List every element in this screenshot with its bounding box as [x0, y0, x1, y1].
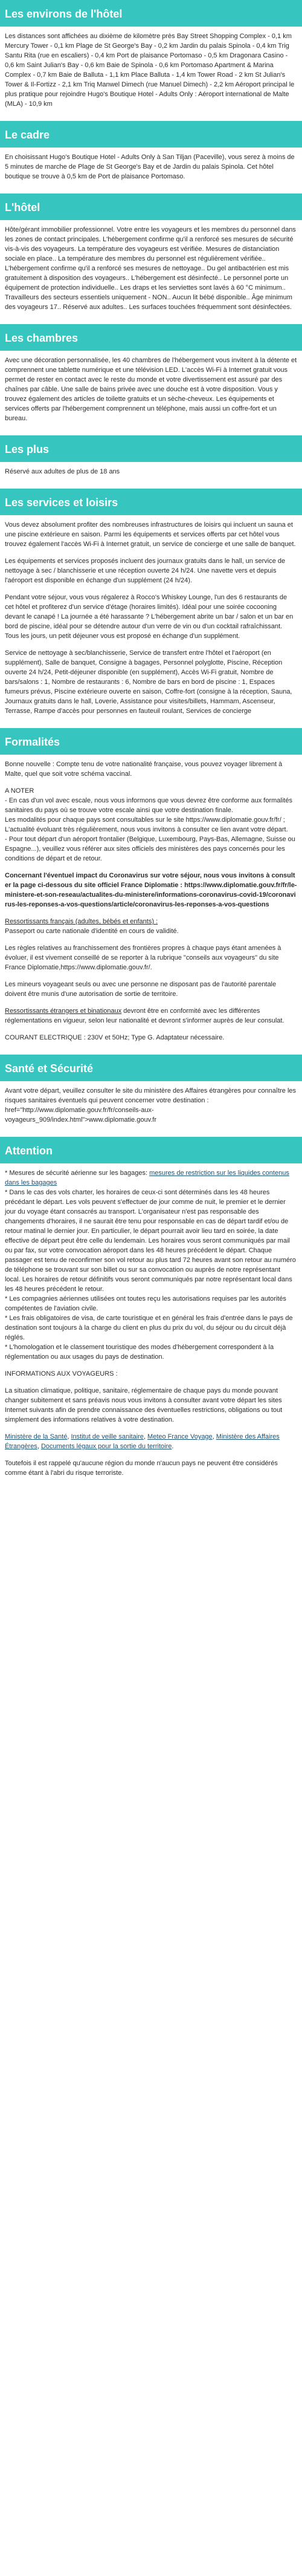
section-sante	[0, 1055, 302, 1137]
attention-line-4: * Les frais obligatoires de visa, de carte touristique et en général les frais d'entrée dans le pays de destination sont toujours à la charge du client en plus du prix du vol, du séjour ou du circuit déjà réglés.	[5, 1315, 293, 1341]
attention-final-note: Toutefois il est rappelé qu'aucune région du monde n'aucun pays ne peuvent être considérés comme étant à l'abri du risque terroriste.	[5, 1460, 278, 1477]
section-hotel	[0, 194, 302, 324]
section-services	[0, 489, 302, 728]
link-affaires-etrangeres[interactable]: Ministère des Affaires Étrangères	[5, 1433, 280, 1450]
attention-line-5: * L'homologation et le classement touristique des modes d'hébergement correspondent à la réglementation ou aux usages du pays de destination.	[5, 1344, 274, 1361]
link-documents-legaux[interactable]: Documents légaux pour la sortie du territoire	[40, 1443, 172, 1450]
formalites-ressortissants-label: Ressortissants français (adultes, bébés et enfants) :	[5, 918, 158, 925]
chambres-text: Avec une décoration personnalisée, les 40 chambres de l'hébergement vous invitent à la détente et comprennent une tablette numérique et une télévision LED. L'accès Wi-Fi à Internet gratuit vous permet de rester en contact avec le reste du monde et votre divertissement est assuré par des chaînes par câble. Une salle de bains privée avec une douche est à votre disposition. Vous y trouvez également des articles de toilette gratuits et un sèche-cheveux. Les équipements et services offerts par l'hébergement comprennent un téléphone, mais aussi un coffre-fort et un bureau.	[5, 357, 297, 422]
formalites-paragraph-1: Bonne nouvelle : Compte tenu de votre nationalité française, vous pouvez voyager librement à Malte, quel que soit votre schéma vaccinal.	[5, 761, 283, 778]
section-chambres	[0, 324, 302, 435]
formalites-ressortissants-doc: Passeport ou carte nationale d'identité en cours de validité.	[5, 928, 179, 935]
section-plus	[0, 435, 302, 489]
liquids-restriction-link[interactable]: mesures de restriction sur les liquides contenus dans les bagages	[5, 1169, 289, 1186]
section-environs	[0, 0, 302, 121]
formalites-etrangers-label: Ressortissants étrangers et binationaux	[5, 1007, 122, 1015]
section-title-hotel: L'hôtel	[0, 194, 302, 220]
section-formalites	[0, 728, 302, 1055]
link-ministere-sante[interactable]: Ministère de la Santé	[5, 1433, 68, 1440]
services-paragraph-3: Pendant votre séjour, vous vous régalerez à Rocco's Whiskey Lounge, l'un des 6 restaurants de cet hôtel et profiterez d'un service d'étage (horaires limités). Idéal pour une soirée cocooning devant le canapé ! La journée a été harassante ? L'hébergement abrite un bar / salon et un bar en bord de piscine, idéal pour se détendre autour d'un verre de vin ou d'un cocktail rafraîchissant. Tous les jours, un petit déjeuner vous est proposé en échange d'un supplément.	[5, 594, 294, 640]
info-voyageurs-title: INFORMATIONS AUX VOYAGEURS :	[5, 1370, 118, 1377]
formalites-etrangers-text: devront être en conformité avec les différentes réglementations en vigueur, selon leur nationalité et devront s'informer auprès de leur consulat.	[5, 1007, 284, 1024]
plus-text: Réservé aux adultes de plus de 18 ans	[5, 468, 120, 475]
attention-line-2: * Dans le cas des vols charter, les horaires de ceux-ci sont déterminés dans les 48 heures précédant le départ. Les vols peuvent s'effectuer de jour comme de nuit, le premier et le dernier jour du voyage étant consacrés au transport. L'organisateur n'est pas responsable des changements d'horaires, il ne saurait être tenu pour responsable en cas de départ tardif et/ou de retour matinal le dernier jour. En particulier, le départ pourrait avoir lieu tard en soirée, la date effective de départ peut être celle du lendemain. Les horaires vous seront communiqués par mail ou par fax, sur votre convocation aéroport dans les 48 heures précédent le départ. Chaque passager est tenu de reconfirmer son vol retour au plus tard 72 heures avant son retour au numéro de téléphone se trouvant sur son billet ou sur sa convocation ou auprès de notre représentant local. Les horaires de retour définitifs vous seront communiqués par notre représentant local dans les 48 heures précédent le retour.	[5, 1189, 296, 1293]
services-paragraph-1: Vous devez absolument profiter des nombreuses infrastructures de loisirs qui incluent un sauna et une piscine extérieure en saison. Parmi les équipements et services offerts par cet hôtel vous trouvez également l'accès Wi-Fi à Internet gratuit, un service de concierge et une salle de banquet.	[5, 521, 296, 548]
link-veille-sanitaire[interactable]: Institut de veille sanitaire	[71, 1433, 144, 1440]
formalites-ressortissants	[5, 917, 297, 936]
info-voyageurs-text: La situation climatique, politique, sanitaire, réglementaire de chaque pays du monde pouvant changer subitement et sans préavis nous vous invitons à consulter avant votre départ les sites Internet suivants afin de prendre connaissance des éventuelles restrictions, obligations ou tout simplement des informations relatives à votre destination.	[5, 1387, 283, 1423]
formalites-paragraph-2: A NOTER - En cas d'un vol avec escale, nous vous informons que vous devrez être conforme aux formalités sanitaires du pays où se trouve votre escale ainsi que votre destination finale. Les modalités pour chaque pays sont consultables sur le site https://www.diplomatie.gouv.fr/fr/ ; L'actualité évoluant très régulièrement, nous vous invitons à consulter ce lien avant votre départ. - Pour tout départ d'un aéroport frontalier (Belgique, Luxembourg, Pays-Bas, Allemagne, Suisse ou Espagne...), veuillez vous référer aux sites officiels des ministères des pays concernés pour les conditions de départ et de retour.	[5, 787, 295, 862]
sante-text: Avant votre départ, veuillez consulter le site du ministère des Affaires étrangères pour connaître les risques sanitaires éventuels qui peuvent concerner votre destination : href="http://www.diplomatie.gouv.fr/fr/conseils-aux-voyageurs_909/index.html">www.diplomatie.gouv.fr	[5, 1087, 297, 1124]
section-cadre	[0, 121, 302, 194]
section-title-sante: Santé et Sécurité	[0, 1055, 302, 1081]
link-meteo-france[interactable]: Meteo France Voyage	[147, 1433, 213, 1440]
attention-bagages-label: * Mesures de sécurité aérienne sur les bagages:	[5, 1169, 148, 1177]
services-paragraph-2: Les équipements et services proposés incluent des journaux gratuits dans le hall, un service de nettoyage à sec / blanchisserie et une réception ouverte 24 h/24. Une navette vers et depuis l'aéroport est disponible en échange d'un supplément (24 h/24).	[5, 558, 286, 584]
hotel-text: Hôte/gérant immobilier professionnel. Votre entre les voyageurs et les membres du personnel dans les zones de contact principales. L'hébergement confirme qu'il a renforcé ses mesures de sécurité vis-à-vis des voyageurs. La température des voyageurs est vérifiée. Mesures de distanciation sociale en place.. La température des membres du personnel est régulièrement vérifiée.. L'hébergement confirme qu'il a renforcé ses mesures de nettoyage.. Du gel antibactérien est mis gratuitement à disposition des voyageurs.. L'hébergement est désinfecté.. Le personnel porte un équipement de protection individuelle.. Les draps et les serviettes sont lavés à 60 °C minimum.. Travailleurs des secteurs essentiels uniquement - NON.. Aucun lit bébé disponible.. Âge minimum des voyageurs 17.. Réservé aux adultes.. Les surfaces touchées fréquemment sont désinfectées.	[5, 226, 296, 311]
section-title-attention: Attention	[0, 1137, 302, 1163]
attention-line-3: * Les compagnies aériennes utilisées ont toutes reçu les autorisations requises par les autorités compétentes de l'aviation civile.	[5, 1295, 286, 1312]
formalites-paragraph-5: Les règles relatives au franchissement des frontières propres à chaque pays étant amenées à évoluer, il est vivement conseillé de se reporter à la rubrique "conseils aux voyageurs" du site France Diplomatie,https://www.diplomatie.gouv.fr/.	[5, 945, 281, 971]
formalites-coronavirus-note: Concernant l'éventuel impact du Coronavirus sur votre séjour, nous vous invitons à consulter la page ci-dessous du site officiel France Diplomatie : https://www.diplomatie.gouv.fr/fr/le-ministere-et-son-reseau/actualites-du-ministere/informations-coronavirus-covid-19/coronavirus-les-reponses-a-vos-questions/article/coronavirus-les-reponses-a-vos-questions	[5, 872, 297, 908]
section-title-services: Les services et loisirs	[0, 489, 302, 515]
environs-text: Les distances sont affichées au dixième de kilomètre près Bay Street Shopping Complex - 0,1 km Mercury Tower - 0,1 km Plage de St George's Bay - 0,2 km Jardin du palais Spinola - 0,4 km Trig Santu Rita (rue en escaliers) - 0,4 km Port de plaisance Portomaso - 0,5 km Dragonara Casino - 0,6 km Saint Julian's Bay - 0,6 km Baie de Spinola - 0,6 km Portomaso Apartment & Marina Complex - 0,7 km Baie de Balluta - 1,1 km Place Balluta - 1,4 km Tower Road - 2 km St Julian's Tower & Il-Fortizz - 2,1 km Triq Manwel Dimech (rue Manuel Dimech) - 2,2 km Aéroport principal le plus pratique pour rejoindre Hugo's Boutique Hotel - Adults Only : Aéroport international de Malte (MLA) - 10,9 km	[5, 33, 295, 108]
section-title-plus: Les plus	[0, 435, 302, 462]
section-title-cadre: Le cadre	[0, 121, 302, 148]
info-links: Ministère de la Santé, Institut de veille sanitaire, Meteo France Voyage, Ministère des Affaires Étrangères, Documents légaux pour la sortie du territoire.	[5, 1433, 280, 1450]
cadre-text: En choisissant Hugo's Boutique Hotel - Adults Only à San Tiljan (Paceville), vous serez à moins de 5 minutes de marche de Plage de St George's Bay et de Jardin du palais Spinola. Cet hôtel boutique se trouve à 0,5 km de Port de plaisance Portomaso.	[5, 154, 295, 180]
attention-line-1	[5, 1168, 297, 1188]
section-title-chambres: Les chambres	[0, 324, 302, 351]
formalites-paragraph-6: Les mineurs voyageant seuls ou avec une personne ne disposant pas de l'autorité parentale doivent être munis d'une autorisation de sortie de territoire.	[5, 981, 277, 998]
section-title-environs: Les environs de l'hôtel	[0, 0, 302, 27]
formalites-etrangers	[5, 1006, 297, 1026]
services-paragraph-4: Service de nettoyage à sec/blanchisserie, Service de transfert entre l'hôtel et l'aéroport (en supplément), Salle de banquet, Consigne à bagages, Personnel polyglotte, Piscine, Réception ouverte 24 h/24, Petit-déjeuner disponible (en supplément), Accès Wi-Fi gratuit, Nombre de bars/salons : 1, Nombre de restaurants : 6, Nombre de bars en bord de piscine : 1, Espaces fumeurs prévus, Piscine extérieure ouverte en saison, Coffre-fort (consigne à la réception, Sauna, Journaux gratuits dans le hall, Loverie, Assistance pour visites/billets, Hammam, Ascenseur, Terrasse, Rampe d'accès pour personnes en fauteuil roulant, Services de concierge	[5, 649, 292, 715]
section-attention	[0, 1137, 302, 1483]
section-title-formalites: Formalités	[0, 728, 302, 755]
formalites-courant: COURANT ELECTRIQUE : 230V et 50Hz; Type G. Adaptateur nécessaire.	[5, 1034, 225, 1041]
